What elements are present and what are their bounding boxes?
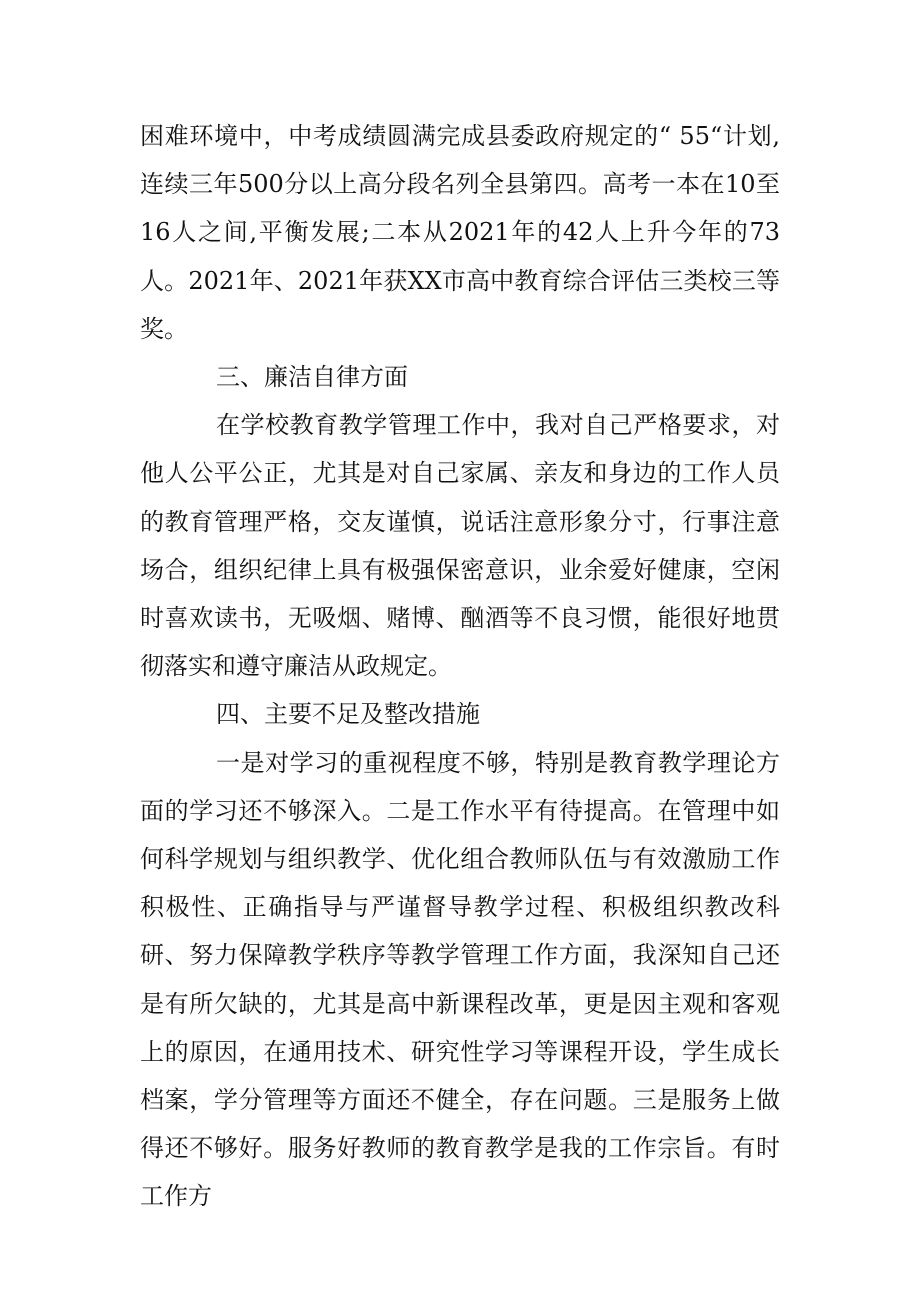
paragraph-shortcomings: 一是对学习的重视程度不够，特别是教育教学理论方面的学习还不够深入。二是工作水平有待提高。在管理中如何科学规划与组织教学、优化组合教师队伍与有效激励工作积极性、正确指导与严谨督导教学过程、积极组织教改科研、努力保障教学秩序等教学管理工作方面，我深知自己还是有所欠缺的，尤其是高中新课程改革，更是因主观和客观上的原因，在通用技术、研究性学习等课程开设，学生成长档案，学分管理等方面还不健全，存在问题。三是服务上做得还不够好。服务好教师的教育教学是我的工作宗旨。有时工作方 bbox=[140, 748, 780, 1211]
paragraph-integrity: 在学校教育教学管理工作中，我对自己严格要求，对他人公平公正，尤其是对自己家属、亲友和身边的工作人员的教育管理严格，交友谨慎，说话注意形象分寸，行事注意场合，组织纪律上具有极强保密意识，业余爱好健康，空闲时喜欢读书，无吸烟、赌博、酗酒等不良习惯，能很好地贯彻落实和遵守廉洁从政规定。 bbox=[140, 411, 780, 681]
document-body bbox=[140, 112, 780, 1221]
paragraph-achievements: 困难环境中，中考成绩圆满完成县委政府规定的“ 55“计划,连续三年500分以上高分段名列全县第四。高考一本在10至16人之间,平衡发展;二本从2021年的42人上升今年的73人。2021年、2021年获XX市高中教育综合评估三类校三等奖。 bbox=[140, 122, 780, 343]
section-heading-integrity: 三、廉洁自律方面 bbox=[216, 363, 408, 392]
section-heading-shortcomings: 四、主要不足及整改措施 bbox=[216, 700, 480, 729]
